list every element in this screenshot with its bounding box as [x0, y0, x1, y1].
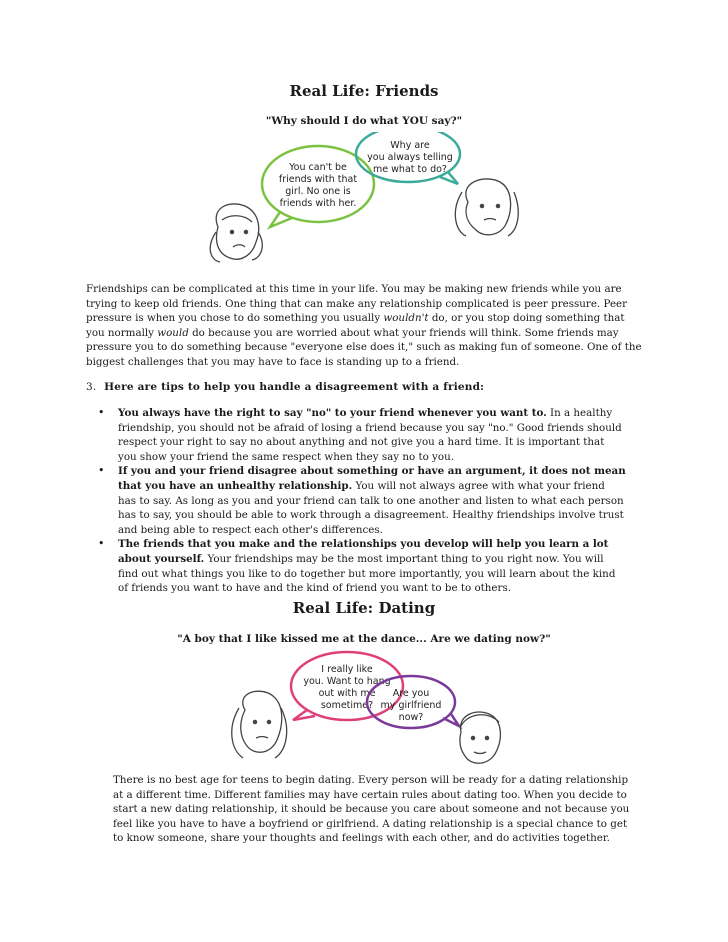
bullet-icon: • [98, 464, 105, 478]
list-item: • The friends that you make and the relationships you develop will help you learn a lot about yourself. Your friendships may be the most important thing to you right now. You will find out what things you like to do together but more importantly, you will learn about the kind of friends you want to have and the kind of friend you want to be to others. [98, 537, 616, 595]
dating-illustration [225, 650, 525, 775]
friends-title: Real Life: Friends [289, 82, 439, 100]
dating-paragraph: There is no best age for teens to begin dating. Every person will be ready for a dating relationship at a different time. Different families may have certain rules about dating too. When you decide to start a new dating relationship, it should be because you care about someone and not because you feel like you have to have a boyfriend or girlfriend. A dating relationship is a special chance to get to know someone, share your thoughts and feelings with each other, and do activities together. [113, 774, 630, 845]
bubble-left-line: I really like [321, 664, 373, 675]
bubble-left-line: you. Want to hang [303, 676, 391, 687]
girl-face-right-icon [455, 179, 518, 236]
girl-face-left-icon [210, 204, 262, 262]
boy-face-icon [460, 712, 501, 763]
bubble-right-line: me what to do? [373, 164, 447, 175]
bubble-right-line: now? [398, 712, 424, 723]
bubble-left-line: friends with her. [279, 198, 357, 209]
friends-illustration [200, 132, 530, 267]
list-item: • If you and your friend disagree about something or have an argument, it does not mean that you have an unhealthy relationship. You will not always agree with what your friend has to say. As long as you and your friend can talk to one another and listen to what each person has to say, you should be able to work through a disagreement. Healthy friendships involve trust and being able to respect each other's differences. [98, 464, 626, 536]
bullet-icon: • [98, 537, 105, 551]
bubble-left-line: friends with that [278, 174, 358, 185]
bubble-left-line: girl. No one is [285, 186, 351, 197]
tips-list [86, 406, 626, 596]
tips-heading: 3. Here are tips to help you handle a disagreement with a friend: [86, 381, 485, 393]
bubble-right-line: my girlfriend [380, 700, 442, 711]
bubble-left-line: out with me [318, 688, 376, 699]
list-item: • You always have the right to say "no" to your friend whenever you want to. In a healthy friendship, you should not be afraid of losing a friend because you say "no." Good friends should respect your right to say no about anything and not give you a hard time. It is important that you show your friend the same respect when they say no to you. [98, 406, 622, 463]
bubble-right-line: you always telling [367, 152, 453, 163]
bubble-right-line: Are you [392, 688, 430, 699]
bullet-icon: • [98, 406, 105, 419]
bubble-right-line: Why are [390, 140, 430, 151]
speech-bubble-right [367, 676, 459, 728]
bubble-left-line: You can't be [289, 162, 347, 173]
dating-subtitle: "A boy that I like kissed me at the dance... Are we dating now?" [177, 633, 551, 645]
friends-intro-paragraph: Friendships can be complicated at this time in your life. You may be making new friends while you are trying to keep old friends. One thing that can make any relationship complicated is peer pressure. Peer pressure is when you chose to do something you usually wouldn't do, or you stop doing something that you normally would do because you are worried about what your friends will think. Some friends may pressure you to do something because "everyone else does it," such as making fun of someone. One of the biggest challenges that you may have to face is standing up to a friend. [86, 283, 642, 368]
girl-face-icon [232, 691, 287, 758]
friends-subtitle: "Why should I do what YOU say?" [265, 115, 463, 127]
bubble-left-line: sometime? [320, 700, 374, 711]
speech-bubble-right [356, 132, 460, 184]
dating-title: Real Life: Dating [292, 599, 436, 617]
